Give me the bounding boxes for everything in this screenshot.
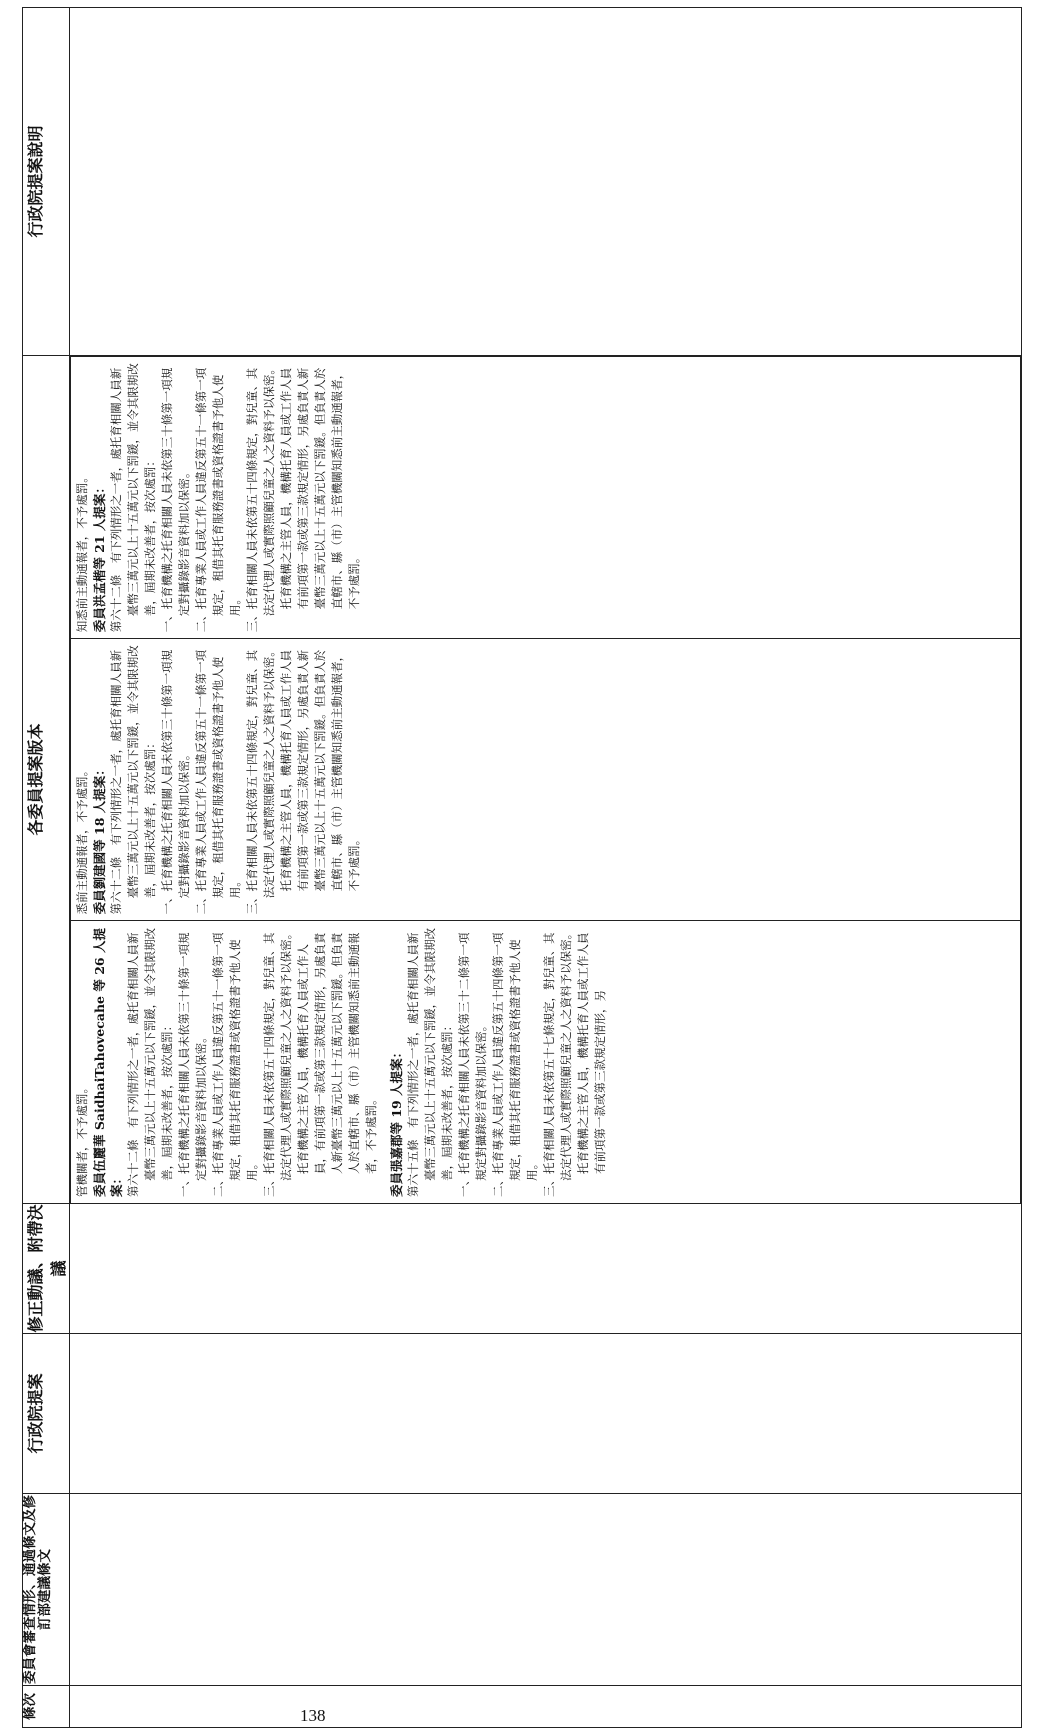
proposal-column-2 [71,639,1021,921]
proposal-2-proposer: 委員張嘉郡等 19 人提案： [389,1045,404,1197]
content-row [70,8,1022,1728]
proposal-2-line: 第六十五條 有下列情形之一者，處托育相關人員新臺幣三萬元以上十五萬元以下罰鍰，並令其限期改善，屆期未改善者，按次處罰： [406,927,454,1197]
proposal-1-line: 托育機構之主管人員，機構托育人員或工作人員，有前項第一款或第三款規定情形，另處負責人新臺幣三萬元以上十五萬元以下罰鍰。但負責人於直轄市、縣（市）主管機關知悉前主動通報者，不予處罰。 [296,932,378,1174]
cell-executive-proposal [70,1334,1022,1494]
proposal-4-proposer: 委員洪孟楷等 21 人提案： [92,481,107,633]
proposal-1-line: 一、托育機構之托育相關人員未依第三十條第一項規定對攝錄影音資料加以保密。 [177,932,208,1197]
proposal-3-lead: 悉前主動通報者，不予處罰。 [75,764,89,915]
header-row [23,8,70,1728]
proposal-2-line: 三、托育相關人員未依第五十七條規定，對兒童、其法定代理人或實際照顧兒童之人之資料予以保密。 [542,927,573,1197]
proposal-4-line: 托育機構之主管人員，機構托育人員或工作人員有前項第一款或第三款規定情形，另處負責人新臺幣三萬元以上十五萬元以下罰鍰。但負責人於直轄市、縣（市）主管機關知悉前主動通報者，不予處罰。 [279,367,361,610]
header-amendment-motion: 修正動議、附帶決議 [23,1204,70,1334]
proposal-3-line: 第六十二條 有下列情形之一者，處托育相關人員新臺幣三萬元以上十五萬元以下罰鍰，並令其限期改善，屆期未改善者，按次處罰： [109,645,157,915]
cell-member-proposals [70,356,1022,1204]
proposal-4-lead: 知悉前主動通報者，不予處罰。 [75,471,89,633]
proposal-1-line: 第六十二條 有下列情形之一者，處托育相關人員新臺幣三萬元以上十五萬元以下罰鍰，並令其限期改善，屆期未改善者，按次處罰： [126,927,174,1197]
comparison-table [22,7,1022,1728]
proposal-4-line: 一、托育機構之托育相關人員未依第三十條第一項規定對攝錄影音資料加以保密。 [160,367,191,633]
proposal-1-line: 二、托育專業人員或工作人員違反第五十一條第一項規定，租借其托育服務證書或資格證書予他人使用。 [211,932,259,1197]
page-number: 138 [300,1706,326,1725]
proposal-2-line: 一、托育機構之托育相關人員未依第三十二條第一項規定對攝錄影音資料加以保密。 [457,932,488,1197]
proposal-4-line: 第六十二條 有下列情形之一者，處托育相關人員新臺幣三萬元以上十五萬元以下罰鍰，並令其限期改善，屆期未改善者，按次處罰： [109,363,157,633]
proposal-column-3 [71,357,1021,639]
proposal-column-1 [71,921,1021,1203]
header-article: 條次 [23,1686,70,1728]
proposal-4-line: 三、托育相關人員未依第五十四條規定，對兒童、其法定代理人或實際照顧兒童之人之資料予以保密。 [245,363,276,633]
header-executive-proposal: 行政院提案 [23,1334,70,1494]
proposal-3-line: 一、托育機構之托育相關人員未依第三十條第一項規定對攝錄影音資料加以保密。 [160,649,191,915]
cell-amendment-motion [70,1204,1022,1334]
cell-executive-explanation [70,8,1022,356]
proposal-2-line: 二、托育專業人員或工作人員違反第五十四條第一項規定，租借其托育服務證書或資格證書予他人使用。 [491,932,539,1197]
header-executive-explanation: 行政院提案說明 [23,8,70,356]
header-committee-review: 委員會審查情形、通過條文及修訂部建議條文 [23,1494,70,1686]
proposal-4-line: 二、托育專業人員或工作人員違反第五十一條第一項規定，租借其托育服務證書或資格證書予他人使用。 [194,367,242,633]
cell-article [70,1686,1022,1728]
header-member-proposals: 各委員提案版本 [23,356,70,1204]
proposal-3-line: 三、托育相關人員未依第五十四條規定，對兒童、其法定代理人或實際照顧兒童之人之資料予以保密。 [245,645,276,915]
proposal-3-proposer: 委員劉建國等 18 人提案： [92,763,107,915]
proposal-1-line: 三、托育相關人員未依第五十四條規定，對兒童、其法定代理人或實際照顧兒童之人之資料予以保密。 [262,927,293,1197]
proposal-2-line: 托育機構之主管人員，機構托育人員或工作人員有前項第一款或第三款規定情形，另 [576,932,607,1174]
member-proposals-grid [70,356,1021,1203]
proposal-1-lead: 管機關者，不予處罰。 [75,1082,89,1197]
cell-committee-review [70,1494,1022,1686]
proposal-1-proposer: 委員伍麗華 SaidhaiTahovecahe 等 26 人提案： [92,928,124,1197]
proposal-3-line: 二、托育專業人員或工作人員違反第五十一條第一項規定，租借其托育服務證書或資格證書予他人使用。 [194,649,242,915]
rotated-table-page [22,8,1022,1728]
proposal-3-line: 托育機構之主管人員，機構托育人員或工作人員有前項第一款或第三款規定情形，另處負責人新臺幣三萬元以上十五萬元以下罰鍰。但負責人於直轄市、縣（市）主管機關知悉前主動通報者，不予處罰。 [279,649,361,892]
